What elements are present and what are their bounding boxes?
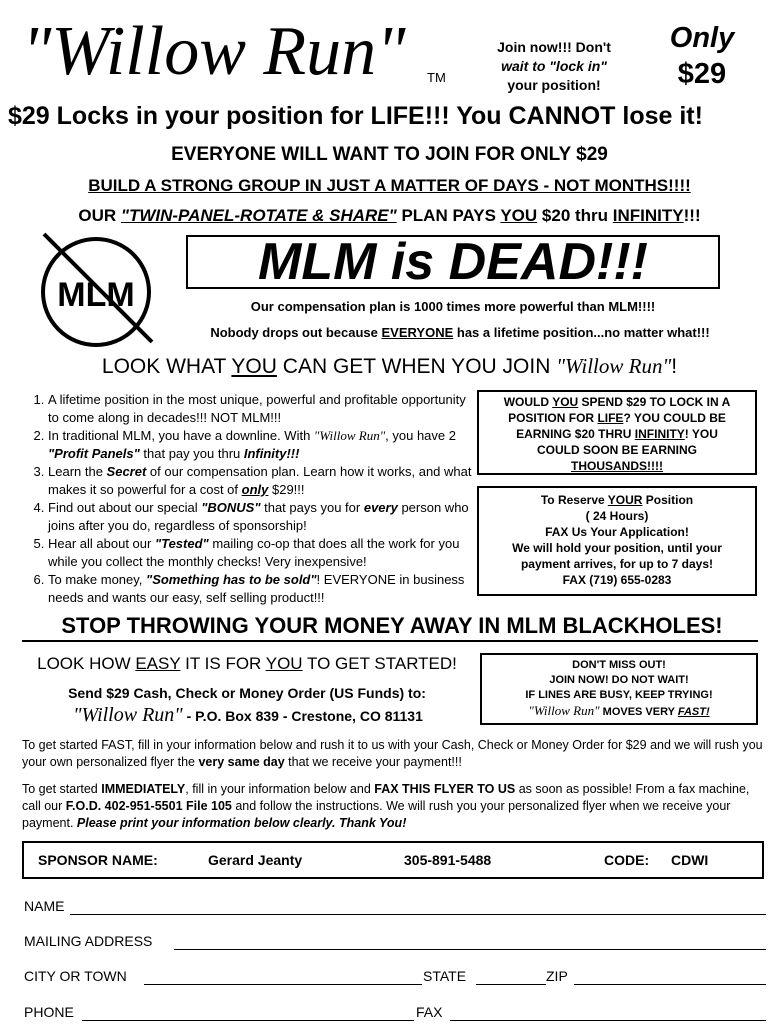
build-group-headline: BUILD A STRONG GROUP IN JUST A MATTER OF DAYS - NOT MONTHS!!!! xyxy=(88,176,691,195)
list-item: 5. Hear all about our "Tested" mailing co-op that does all the work for you while you collect the monthly checks! Very inexpensive! xyxy=(48,535,477,571)
sponsor-code: CDWI xyxy=(671,852,709,868)
name-field[interactable] xyxy=(24,898,769,920)
divider xyxy=(22,640,758,642)
reserve-position-box: To Reserve YOUR Position ( 24 Hours) FAX Us Your Application! We will hold your position, until your payment arrives, for up to 7 days! FAX (719) 655-0283 xyxy=(477,486,757,596)
only-label: Only xyxy=(669,22,735,54)
twin-end: !!! xyxy=(683,206,701,225)
state-label: STATE xyxy=(423,968,467,984)
send-payment-instructions: Send $29 Cash, Check or Money Order (US Funds) to: xyxy=(68,685,426,701)
list-item: 6. To make money, "Something has to be sold"! EVERYONE in business needs and wants our easy, self selling product!!! xyxy=(48,571,477,607)
locks-headline: $29 Locks in your position for LIFE!!! You CANNOT lose it! xyxy=(8,102,703,130)
phone-line[interactable] xyxy=(82,1020,414,1021)
city-state-zip-field[interactable] xyxy=(24,968,769,990)
list-item: 3. Learn the Secret of our compensation plan. Learn how it works, and what makes it so powerful for a cost of only $29!!! xyxy=(48,463,477,499)
join-now-callout xyxy=(478,38,630,95)
fax-number: FAX (719) 655-0283 xyxy=(562,573,672,587)
would-you-box: WOULD YOU SPEND $29 TO LOCK IN A POSITION FOR LIFE? YOU COULD BE EARNING $20 THRU INFINITY! YOU COULD SOON BE EARNING THOUSANDS!!!! xyxy=(477,390,757,475)
everyone-headline: EVERYONE WILL WANT TO JOIN FOR ONLY $29 xyxy=(171,144,608,165)
state-line[interactable] xyxy=(476,984,546,985)
name-line[interactable] xyxy=(70,914,766,915)
get-started-immediately-paragraph: To get started IMMEDIATELY, fill in your information below and FAX THIS FLYER TO US as soon as possible! From a fax machine, call our F.O.D. 402-951-5501 File 105 and follow the instructions. We will rush you your personalized flyer when we receive your payment. Please print your information below clearly. Thank You! xyxy=(22,782,750,830)
list-item: 4. Find out about our special "BONUS" that pays you for every person who joins after you do, regardless of sponsorship! xyxy=(48,499,477,535)
sponsor-code-label: CODE: xyxy=(604,852,650,868)
mlm-dead-banner: MLM is DEAD!!! xyxy=(258,233,648,291)
twin-you: YOU xyxy=(500,206,538,225)
trademark-mark: TM xyxy=(427,70,446,85)
benefits-list xyxy=(22,391,477,607)
mailing-address: "Willow Run" - P.O. Box 839 - Crestone, CO 81131 xyxy=(73,704,423,726)
mailing-label: MAILING ADDRESS xyxy=(24,933,153,949)
twin-plan-name: "TWIN-PANEL-ROTATE & SHARE" xyxy=(120,206,397,225)
list-item: 2. In traditional MLM, you have a downline. With "Willow Run", you have 2 "Profit Panels" that pay you thru Infinity!!! xyxy=(48,427,477,463)
sponsor-phone: 305-891-5488 xyxy=(404,852,492,868)
nobody-before: Nobody drops out because xyxy=(210,325,382,340)
city-line[interactable] xyxy=(144,984,422,985)
join-now-line: Join now!!! Don't xyxy=(497,39,611,55)
compensation-statement: Our compensation plan is 1000 times more powerful than MLM!!!! xyxy=(250,299,656,314)
list-item: 1. A lifetime position in the most unique, powerful and profitable opportunity to come along in decades!!! NOT MLM!!! xyxy=(48,391,477,427)
get-started-fast-paragraph: To get started FAST, fill in your information below and rush it to us with your Cash, Check or Money Order for $29 and we will rush you your own personalized flyer the very same day that we receive your payment!!! xyxy=(22,738,763,769)
look-what-middle: CAN GET WHEN YOU JOIN xyxy=(276,355,557,378)
mailing-line[interactable] xyxy=(174,949,766,950)
nobody-drops-statement xyxy=(160,324,760,342)
join-now-line: your position! xyxy=(507,77,601,93)
sponsor-box xyxy=(22,841,764,879)
dont-miss-box: DON'T MISS OUT! JOIN NOW! DO NOT WAIT! IF LINES ARE BUSY, KEEP TRYING! "Willow Run" MOVES VERY FAST! xyxy=(480,653,758,725)
join-now-line: wait to "lock in" xyxy=(501,58,607,74)
twin-amount: $20 thru xyxy=(537,206,613,225)
stop-throwing-headline: STOP THROWING YOUR MONEY AWAY IN MLM BLACKHOLES! xyxy=(61,613,723,638)
look-what-you: YOU xyxy=(231,355,277,378)
mailing-address-field[interactable] xyxy=(24,933,769,955)
twin-infinity: INFINITY xyxy=(612,206,684,225)
look-what-brand: "Willow Run" xyxy=(556,354,672,378)
sponsor-label: SPONSOR NAME: xyxy=(38,852,158,868)
flyer-title: "Willow Run" xyxy=(22,13,406,90)
nobody-everyone: EVERYONE xyxy=(381,325,454,340)
phone-label: PHONE xyxy=(24,1004,74,1020)
price-label: $29 xyxy=(677,58,727,90)
phone-fax-field[interactable] xyxy=(24,1004,769,1026)
look-what-heading xyxy=(0,352,779,381)
fax-label: FAX xyxy=(416,1004,443,1020)
nobody-after: has a lifetime position...no matter what!!! xyxy=(453,325,710,340)
look-how-easy-heading: LOOK HOW EASY IT IS FOR YOU TO GET STARTED! xyxy=(37,654,457,673)
zip-label: ZIP xyxy=(546,968,568,984)
sponsor-name: Gerard Jeanty xyxy=(208,852,303,868)
look-what-end: ! xyxy=(671,355,678,378)
city-label: CITY OR TOWN xyxy=(24,968,127,984)
twin-mid: PLAN PAYS xyxy=(396,206,501,225)
twin-panel-headline xyxy=(0,205,779,227)
name-label: NAME xyxy=(24,898,65,914)
zip-line[interactable] xyxy=(574,984,766,985)
twin-prefix: OUR xyxy=(78,206,121,225)
look-what-before: LOOK WHAT xyxy=(101,355,232,378)
fax-line[interactable] xyxy=(450,1020,766,1021)
no-mlm-icon-text: MLM xyxy=(57,276,135,314)
no-mlm-icon xyxy=(34,230,160,348)
